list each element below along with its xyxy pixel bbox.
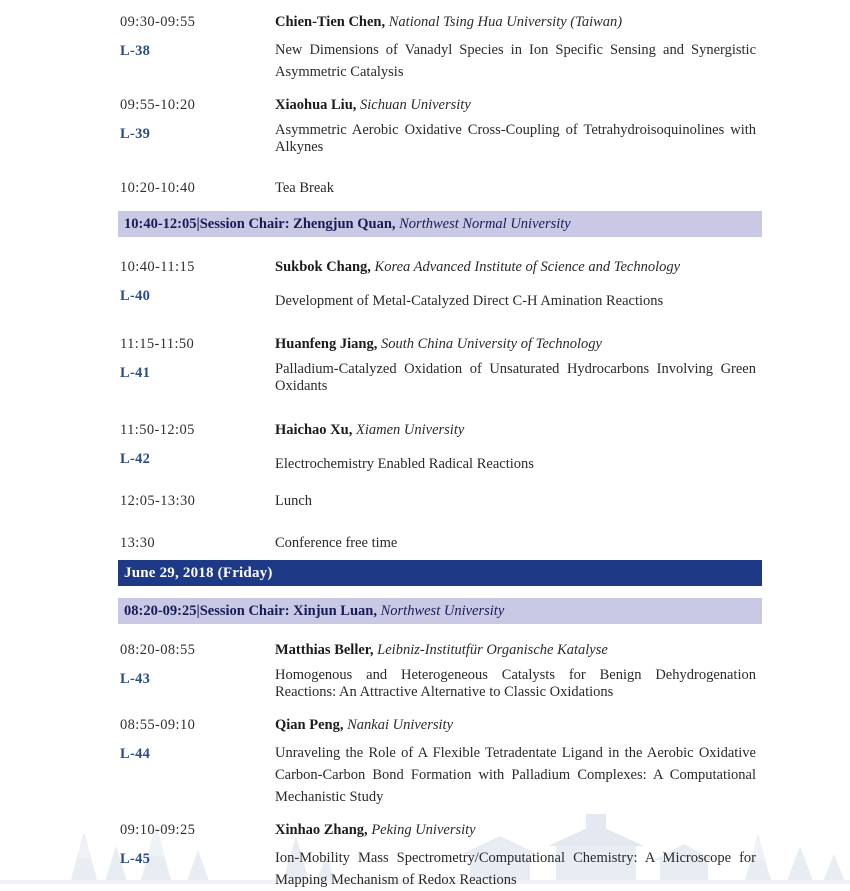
time-label: 10:40-11:15 — [120, 259, 195, 275]
talk-meta — [120, 257, 275, 312]
talk-title: Homogenous and Heterogeneous Catalysts for Benign Dehydrogenation Reactions: An Attractive Alternative to Classic Oxidations — [275, 667, 756, 700]
speaker-name: Huanfeng Jiang, — [275, 336, 378, 352]
program-schedule — [120, 12, 762, 891]
break-details — [275, 491, 762, 512]
break-meta — [120, 491, 275, 512]
talk-title: Ion-Mobility Mass Spectrometry/Computational Chemistry: A Microscope for Mapping Mechanism of Redox Reactions — [275, 850, 756, 888]
talk-row-l39 — [120, 95, 762, 156]
speaker-line — [275, 334, 756, 355]
lecture-code: L-39 — [120, 126, 151, 142]
lecture-code: L-40 — [120, 288, 151, 304]
talk-title: Electrochemistry Enabled Radical Reactions — [275, 456, 534, 472]
talk-row-l43 — [120, 640, 762, 701]
speaker-line — [275, 715, 756, 736]
speaker-line — [275, 420, 756, 441]
time-label: 10:20-10:40 — [120, 180, 196, 196]
speaker-line — [275, 95, 756, 116]
lecture-code: L-42 — [120, 451, 151, 467]
time-label: 12:05-13:30 — [120, 493, 196, 509]
talk-row-l42 — [120, 420, 762, 475]
session-header — [118, 211, 762, 237]
break-meta — [120, 178, 275, 199]
time-label: 08:20-08:55 — [120, 642, 196, 658]
session-chair-name: Xinjun Luan, — [293, 603, 377, 619]
speaker-affiliation: Korea Advanced Institute of Science and Technology — [374, 259, 681, 275]
speaker-name: Xinhao Zhang, — [275, 822, 368, 838]
talk-title: Asymmetric Aerobic Oxidative Cross-Coupling of Tetrahydroisoquinolines with Alkynes — [275, 122, 756, 155]
time-label: 11:50-12:05 — [120, 422, 195, 438]
break-label: Lunch — [275, 493, 313, 509]
speaker-affiliation: Sichuan University — [360, 97, 471, 113]
break-row-free-time — [120, 533, 762, 554]
speaker-line — [275, 640, 756, 661]
talk-details — [275, 334, 762, 395]
speaker-name: Qian Peng, — [275, 717, 344, 733]
talk-details — [275, 715, 762, 808]
talk-row-l45 — [120, 820, 762, 891]
break-row-lunch — [120, 491, 762, 512]
time-label: 09:55-10:20 — [120, 97, 196, 113]
talk-row-l38 — [120, 12, 762, 83]
session-chair-affiliation: Northwest University — [380, 603, 505, 619]
speaker-affiliation: Leibniz-Institutfür Organische Katalyse — [377, 642, 608, 658]
break-row-tea — [120, 178, 762, 199]
lecture-code: L-45 — [120, 851, 151, 867]
speaker-name: Chien-Tien Chen, — [275, 14, 386, 30]
speaker-affiliation: South China University of Technology — [380, 336, 602, 352]
time-label: 09:10-09:25 — [120, 822, 196, 838]
break-label: Tea Break — [275, 180, 334, 196]
speaker-affiliation: Xiamen University — [355, 422, 465, 438]
speaker-name: Xiaohua Liu, — [275, 97, 357, 113]
talk-details — [275, 257, 762, 312]
session-chair-name: Zhengjun Quan, — [293, 216, 396, 232]
lecture-code: L-43 — [120, 671, 151, 687]
talk-meta — [120, 420, 275, 475]
talk-details — [275, 820, 762, 891]
speaker-line — [275, 12, 756, 33]
session-chair-affiliation: Northwest Normal University — [399, 216, 571, 232]
lecture-code: L-44 — [120, 746, 151, 762]
speaker-affiliation: Nankai University — [347, 717, 454, 733]
lecture-code: L-38 — [120, 43, 151, 59]
talk-row-l40 — [120, 257, 762, 312]
speaker-affiliation: National Tsing Hua University (Taiwan) — [388, 14, 623, 30]
speaker-line — [275, 820, 756, 841]
speaker-line — [275, 257, 756, 278]
talk-title: Unraveling the Role of A Flexible Tetradentate Ligand in the Aerobic Oxidative Carbon-Carbon Bond Formation with Palladium Complexes: A Computational Mechanistic Study — [275, 745, 756, 805]
talk-meta — [120, 334, 275, 395]
talk-title: Development of Metal-Catalyzed Direct C-H Amination Reactions — [275, 293, 664, 309]
talk-meta — [120, 12, 275, 83]
session-chair-label: Session Chair: — [199, 216, 290, 232]
speaker-name: Sukbok Chang, — [275, 259, 371, 275]
time-label: 09:30-09:55 — [120, 14, 196, 30]
talk-title: Palladium-Catalyzed Oxidation of Unsaturated Hydrocarbons Involving Green Oxidants — [275, 361, 756, 394]
break-details — [275, 533, 762, 554]
break-meta — [120, 533, 275, 554]
lecture-code: L-41 — [120, 365, 151, 381]
talk-row-l44 — [120, 715, 762, 808]
talk-details — [275, 420, 762, 475]
date-header — [118, 560, 762, 586]
speaker-name: Haichao Xu, — [275, 422, 353, 438]
talk-row-l41 — [120, 334, 762, 395]
date-label: June 29, 2018 (Friday) — [124, 565, 273, 581]
session-time: 08:20-09:25| — [124, 603, 200, 619]
time-label: 08:55-09:10 — [120, 717, 196, 733]
break-label: Conference free time — [275, 535, 398, 551]
speaker-affiliation: Peking University — [371, 822, 476, 838]
talk-details — [275, 95, 762, 156]
session-header — [118, 598, 762, 624]
time-label: 11:15-11:50 — [120, 336, 195, 352]
speaker-name: Matthias Beller, — [275, 642, 374, 658]
talk-meta — [120, 820, 275, 891]
talk-details — [275, 640, 762, 701]
time-label: 13:30 — [120, 535, 156, 551]
break-details — [275, 178, 762, 199]
talk-title: New Dimensions of Vanadyl Species in Ion Specific Sensing and Synergistic Asymmetric Catalysis — [275, 42, 756, 80]
talk-meta — [120, 95, 275, 156]
talk-details — [275, 12, 762, 83]
session-chair-label: Session Chair: — [199, 603, 290, 619]
session-time: 10:40-12:05| — [124, 216, 200, 232]
talk-meta — [120, 640, 275, 701]
talk-meta — [120, 715, 275, 808]
